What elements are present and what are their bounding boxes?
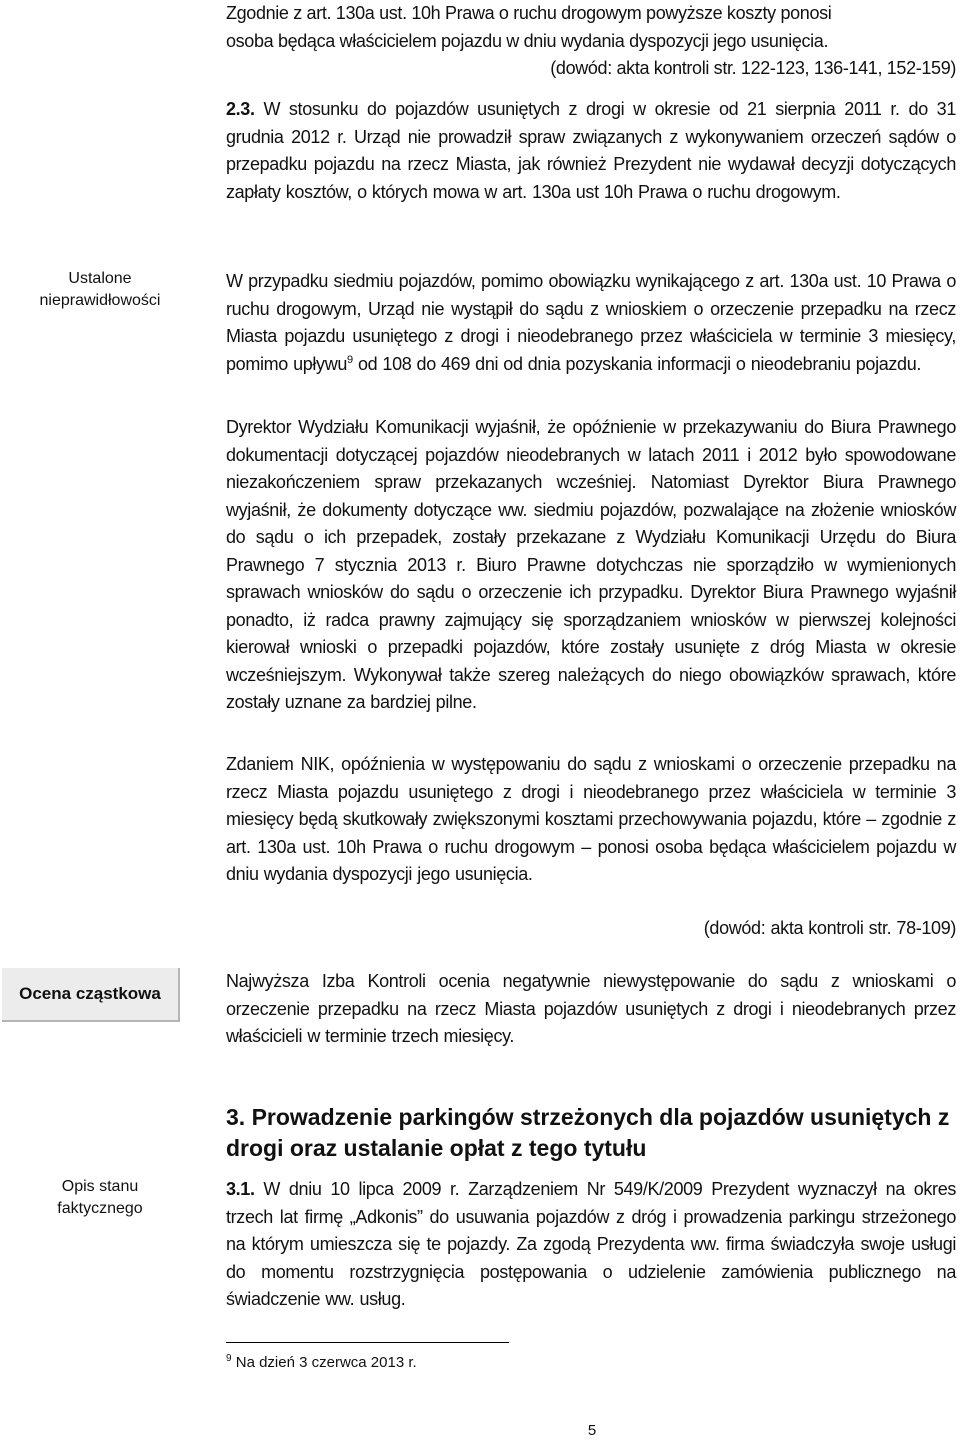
footnote: $^9$ Na dzień 3 czerwca 2013 r. — [226, 1353, 417, 1371]
paragraph-text-a: W stosunku do pojazdów usuniętych z drogi w okresie od 21 sierpnia 2011 r. do 31 grudnia 2012 r. — [226, 99, 956, 147]
paragraph-number: 2.3. — [226, 99, 255, 119]
paragraph-number-3-1: 3.1. — [226, 1179, 255, 1199]
intro-line-2: osoba będąca właścicielem pojazdu w dniu wydania dyspozycji jego usunięcia. — [226, 30, 829, 51]
section-3-title: 3. Prowadzenie parkingów strzeżonych dla pojazdów usuniętych z drogi oraz ustalanie opłat z tego tytułu — [226, 1104, 950, 1161]
partial-assessment-text: Najwyższa Izba Kontroli ocenia negatywnie niewystępowanie do sądu z wnioskami o orzeczenie przepadku na rzecz Miasta pojazdów usuniętych z drogi i nieodebranych przez właścicieli w terminie trzech miesięcy. — [226, 971, 956, 1046]
intro-block — [226, 0, 956, 83]
paragraph-2-3 — [226, 96, 956, 206]
page-number: 5 — [587, 1422, 597, 1439]
partial-assessment-label: Ocena cząstkowa — [2, 968, 180, 1022]
side-label-irregularities: Ustalone nieprawidłowości — [39, 270, 161, 309]
footnote-ref: 9 — [347, 353, 353, 366]
irregularities-paragraph-2: Dyrektor Wydziału Komunikacji wyjaśnił, że opóźnienie w przekazywaniu do Biura Prawnego dokumentacji dotyczącej pojazdów nieodebranych w latach 2011 i 2012 było spowodowane niezakończeniem spraw przekazanych wcześniej. Natomiast Dyrektor Biura Prawnego wyjaśnił, że dokumenty dotyczące ww. siedmiu pojazdów, pozwalające na złożenie wniosków do sądu o ich przepadek, zostały przekazane z Wydziału Komunikacji Urzędu do Biura Prawnego 7 stycznia 2013 r. Biuro Prawne dotychczas nie sporządziło w wymienionych sprawach wniosków do sądu o orzeczenie ich przypadku. Dyrektor Biura Prawnego wyjaśnił ponadto, iż radca prawny zajmujący się sporządzaniem wniosków w pierwszej kolejności kierował wnioski o przepadki pojazdów, które zostały usunięte z dróg Miasta w okresie wcześniejszym. Wykonywał także szereg należących do niego obowiązków sprawach, które zostały uznane za bardziej pilne. — [226, 417, 956, 712]
paragraph-3-1: 3.1. W dniu 10 lipca 2009 r. Zarządzeniem Nr 549/K/2009 Prezydent wyznaczył na okres trzech lat firmę „Adkonis” do usuwania pojazdów z dróg i prowadzenia parkingu strzeżonego na którym umieszcza się te pojazdy. Za zgodą Prezydenta ww. firma świadczyła swoje usługi do momentu rozstrzygnięcia postępowania o udzielenie zamówienia publicznego na świadczenie ww. usług. — [226, 1179, 956, 1309]
irregularities-paragraph-1: W przypadku siedmiu pojazdów, pomimo obowiązku wynikającego z art. 130a ust. 10 Prawa o ruchu drogowym, Urząd nie wystąpił do sądu z wnioskiem o orzeczenie przepadku na rzecz Miasta pojazdu usuniętego z drogi i nieodebranego przez właściciela w terminie 3 miesięcy, pomimo upływu$^9$ od 108 do 469 dni od dnia pozyskania informacji o nieodebraniu pojazdu. — [226, 271, 956, 374]
irregularities-section — [226, 268, 956, 378]
intro-line-1: Zgodnie z art. 130a ust. 10h Prawa o ruchu drogowym powyższe koszty ponosi — [226, 3, 832, 23]
paragraph-text-b: Urząd nie prowadził spraw związanych z wykonywaniem orzeczeń sądów o przepadku pojazdu na rzecz Miasta, jak również Prezydent nie wydawał decyzji dotyczących zapłaty kosztów, o których mowa w art. 130a ust 10h Prawa o ruchu drogowym. — [226, 126, 956, 202]
irregularities-paragraph-3: Zdaniem NIK, opóźnienia w występowaniu do sądu z wnioskami o orzeczenie przepadku na rzecz Miasta pojazdu usuniętego z drogi i nieodebranego przez właściciela w terminie 3 miesięcy będą skutkowały zwiększonymi kosztami przechowywania pojazdu, które – zgodnie z art. 130a ust. 10h Prawa o ruchu drogowym – ponosi osoba będąca właścicielem pojazdu w dniu wydania dyspozycji jego usunięcia. — [226, 754, 956, 884]
side-label-factual-state: Opis stanu faktycznego — [57, 1178, 143, 1217]
footnote-divider — [226, 1342, 509, 1343]
evidence-reference-2: (dowód: akta kontroli str. 78-109) — [703, 918, 956, 938]
evidence-reference-1: (dowód: akta kontroli str. 122-123, 136-141, 152-159) — [550, 58, 956, 78]
